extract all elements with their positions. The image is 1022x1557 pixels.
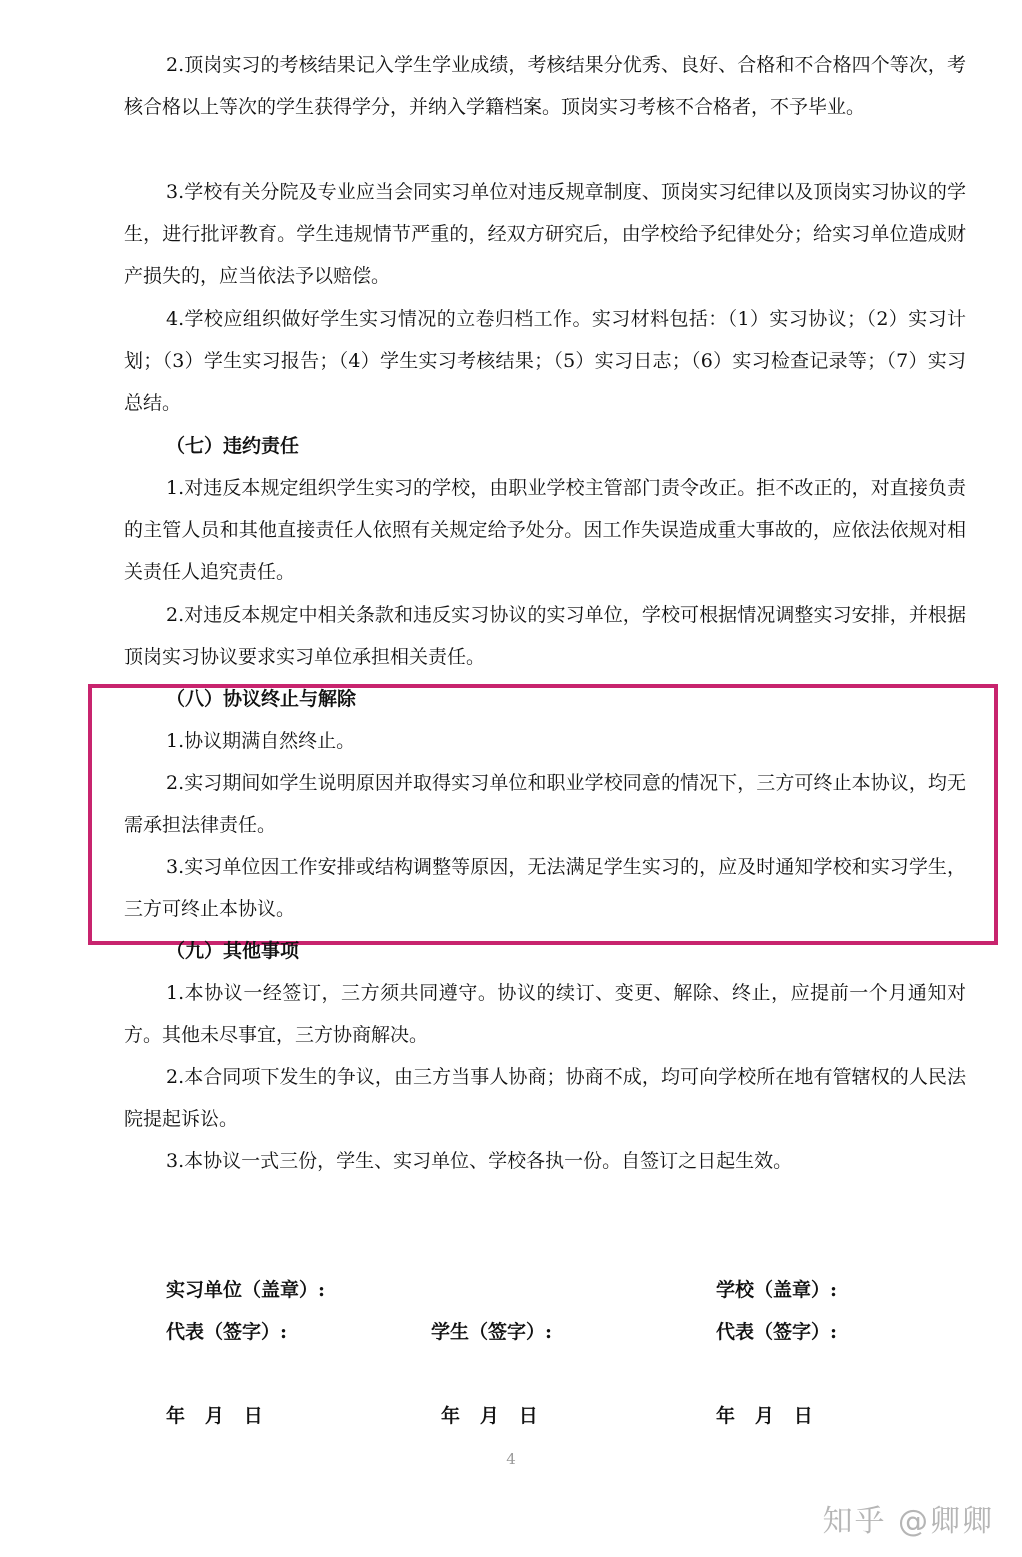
section-heading-termination: （八）协议终止与解除 <box>166 688 357 710</box>
unit-seal-label: 实习单位（盖章）: <box>166 1279 326 1301</box>
rep-sign-left-label: 代表（签字）: <box>166 1321 288 1343</box>
paragraph-archive: 4.学校应组织做好学生实习情况的立卷归档工作。实习材料包括：（1）实习协议；（2）实习计划；（3）学生实习报告；（4）学生实习考核结果；（5）实习日志；（6）实习检查记录等；（7）实习总结。 <box>124 308 966 414</box>
date-mid: 年 月 日 <box>441 1405 538 1427</box>
paragraph-liability-unit: 2.对违反本规定中相关条款和违反实习协议的实习单位，学校可根据情况调整实习安排，并根据顶岗实习协议要求实习单位承担相关责任。 <box>124 604 966 668</box>
date-right: 年 月 日 <box>716 1405 813 1427</box>
rep-sign-right-label: 代表（签字）: <box>716 1321 838 1343</box>
paragraph-discipline: 3.学校有关分院及专业应当会同实习单位对违反规章制度、顶岗实习纪律以及顶岗实习协议的学生，进行批评教育。学生违规情节严重的，经双方研究后，由学校给予纪律处分；给实习单位造成财产损失的，应当依法予以赔偿。 <box>124 181 966 287</box>
paragraph-other-dispute: 2.本合同项下发生的争议，由三方当事人协商；协商不成，均可向学校所在地有管辖权的人民法院提起诉讼。 <box>124 1066 966 1130</box>
paragraph-liability-school: 1.对违反本规定组织学生实习的学校，由职业学校主管部门责令改正。拒不改正的，对直接负责的主管人员和其他直接责任人依照有关规定给予处分。因工作失误造成重大事故的，应依法依规对相关责任人追究责任。 <box>124 477 966 583</box>
page-number: 4 <box>506 1450 516 1468</box>
paragraph-termination-unit: 3.实习单位因工作安排或结构调整等原因，无法满足学生实习的，应及时通知学校和实习学生，三方可终止本协议。 <box>124 856 966 920</box>
paragraph-other-copies: 3.本协议一式三份，学生、实习单位、学校各执一份。自签订之日起生效。 <box>166 1150 793 1172</box>
student-sign-label: 学生（签字）: <box>431 1321 553 1343</box>
school-seal-label: 学校（盖章）: <box>716 1279 838 1301</box>
date-left: 年 月 日 <box>166 1405 263 1427</box>
paragraph-assessment: 2.顶岗实习的考核结果记入学生学业成绩，考核结果分优秀、良好、合格和不合格四个等次，考核合格以上等次的学生获得学分，并纳入学籍档案。顶岗实习考核不合格者，不予毕业。 <box>124 54 966 118</box>
paragraph-termination-student: 2.实习期间如学生说明原因并取得实习单位和职业学校同意的情况下，三方可终止本协议，均无需承担法律责任。 <box>124 772 966 836</box>
section-heading-liability: （七）违约责任 <box>166 435 300 457</box>
section-heading-other: （九）其他事项 <box>166 940 300 962</box>
paragraph-other-binding: 1.本协议一经签订，三方须共同遵守。协议的续订、变更、解除、终止，应提前一个月通知对方。其他未尽事宜，三方协商解决。 <box>124 982 966 1046</box>
watermark: 知乎 @卿卿 <box>822 1504 994 1539</box>
paragraph-termination-expiry: 1.协议期满自然终止。 <box>166 730 356 752</box>
